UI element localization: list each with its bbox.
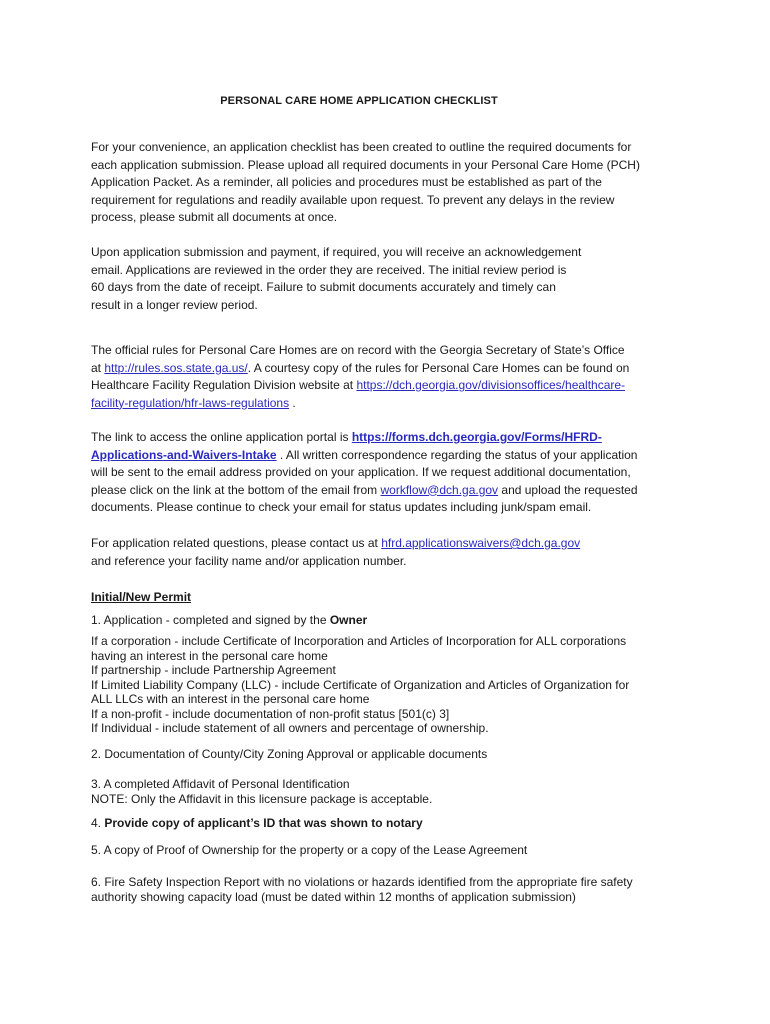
rules-link[interactable]: http://rules.sos.state.ga.us/ (104, 360, 248, 375)
workflow-email-link[interactable]: workflow@dch.ga.gov (380, 482, 499, 497)
intro-paragraph: For your convenience, an application checklist has been created to outline the required documents for each application submission. Please upload all required documents in your Personal Care Home (PCH) Application Packet. As a reminder, all policies and procedures must be established as part of the requirement for regulations and readily available upon request. To prevent any delays in the review process, please submit all documents at once. (91, 140, 640, 224)
contact-email-link[interactable]: hfrd.applicationswaivers@dch.ga.gov (381, 536, 581, 550)
rules-paragraph: The official rules for Personal Care Homes are on record with the Georgia Secretary of State’s Office at http://rules.sos.state.ga.us/. A courtesy copy of the rules for Personal Care Homes can be found on Healthcare Facility Regulation Division website at https://dch.georgia.gov/divisionsoffices/healthcare- facility-regulation/hfr-laws-regulations . (91, 343, 630, 410)
checklist-item-1: 1. Application - completed and signed by the Owner (91, 613, 368, 627)
ownership-requirements: If a corporation - include Certificate of Incorporation and Articles of Incorporation for ALL corporations having an interest in the personal care home If partnership - include Partnership Agreement If Limited Liability Company (LLC) - include Certificate of Organization and Articles of Organization for ALL LLCs with an interest in the personal care home If a non-profit - include documentation of non-profit status [501(c) 3] If Individual - include statement of all owners and percentage of ownership. (91, 634, 630, 735)
portal-link[interactable]: https://forms.dch.georgia.gov/Forms/HFRD- (351, 430, 602, 444)
page-title: PERSONAL CARE HOME APPLICATION CHECKLIST (220, 95, 498, 107)
contact-paragraph: For application related questions, please contact us at hfrd.applicationswaivers@dch.ga.gov and reference your facility name and/or application number. (91, 536, 581, 568)
checklist-item-2: 2. Documentation of County/City Zoning Approval or applicable documents (91, 747, 488, 761)
submission-paragraph: Upon application submission and payment, if required, you will receive an acknowledgement email. Applications are reviewed in the order they are received. The initial review period is 60 days from the date of receipt. Failure to submit documents accurately and timely can result in a longer review period. (91, 245, 582, 312)
portal-link-cont[interactable]: Applications-and-Waivers-Intake (91, 447, 277, 462)
hfr-laws-link[interactable]: https://dch.georgia.gov/divisionsoffices/healthcare- (356, 378, 626, 392)
checklist-item-6: 6. Fire Safety Inspection Report with no violations or hazards identified from the appropriate fire safety authority showing capacity load (must be dated within 12 months of application submission) (91, 875, 633, 904)
hfr-laws-link-cont[interactable]: facility-regulation/hfr-laws-regulations (91, 395, 290, 410)
permit-heading: Initial/New Permit (91, 590, 192, 604)
checklist-item-3: 3. A completed Affidavit of Personal Identification NOTE: Only the Affidavit in this licensure package is acceptable. (91, 777, 433, 806)
portal-paragraph: The link to access the online application portal is https://forms.dch.georgia.gov/Forms/HFRD- Applications-and-Waivers-Intake . All written correspondence regarding the status of your application will be sent to the email address provided on your application. If we request additional documentation, please click on the link at the bottom of the email from workflow@dch.ga.gov and upload the requested documents. Please continue to check your email for status updates including junk/spam email. (91, 430, 638, 514)
checklist-item-5: 5. A copy of Proof of Ownership for the property or a copy of the Lease Agreement (91, 843, 528, 857)
checklist-item-4: 4. Provide copy of applicant’s ID that was shown to notary (91, 816, 423, 830)
